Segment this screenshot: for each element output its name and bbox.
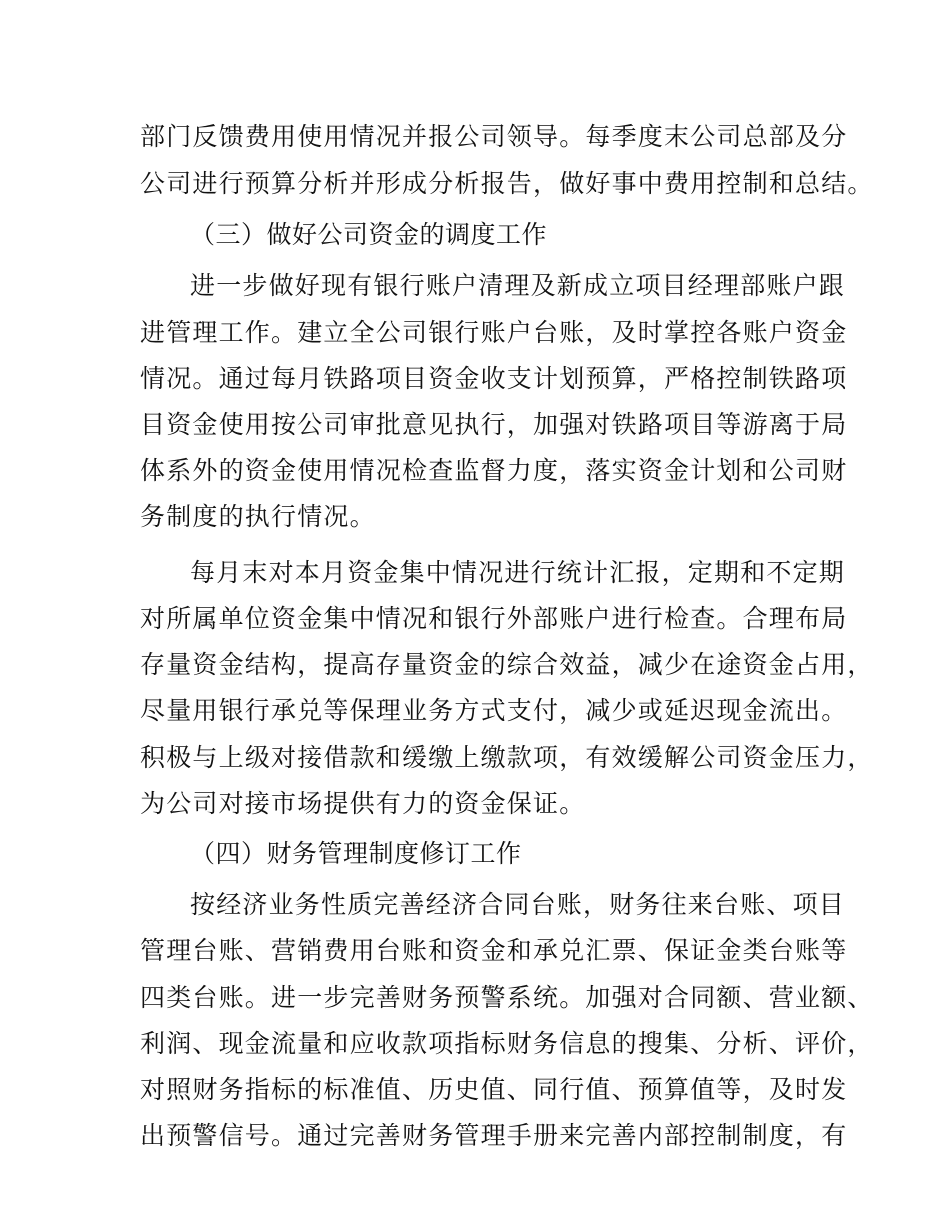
paragraph-line: 每月末对本月资金集中情况进行统计汇报，定期和不定期 [190, 558, 846, 587]
paragraph-line: 进一步做好现有银行账户清理及新成立项目经理部账户跟 [190, 271, 846, 300]
paragraph-line: 按经济业务性质完善经济合同台账，财务往来台账、项目 [190, 890, 846, 919]
paragraph-line: 情况。通过每月铁路项目资金收支计划预算，严格控制铁路项 [140, 364, 848, 393]
paragraph-line: 务制度的执行情况。 [140, 502, 376, 531]
paragraph-line: 尽量用银行承兑等保理业务方式支付，减少或延迟现金流出。 [140, 696, 848, 725]
paragraph-line: 积极与上级对接借款和缓缴上缴款项，有效缓解公司资金压力， [140, 743, 874, 772]
section-heading-4: （四）财务管理制度修订工作 [190, 839, 522, 868]
paragraph-line: 对照财务指标的标准值、历史值、同行值、预算值等，及时发 [140, 1075, 848, 1104]
paragraph-line: 利润、现金流量和应收款项指标财务信息的搜集、分析、评价， [140, 1029, 874, 1058]
paragraph-line: 管理台账、营销费用台账和资金和承兑汇票、保证金类台账等 [140, 936, 848, 965]
paragraph-line: 四类台账。进一步完善财务预警系统。加强对合同额、营业额、 [140, 983, 874, 1012]
paragraph-line: 出预警信号。通过完善财务管理手册来完善内部控制制度，有 [140, 1121, 848, 1150]
paragraph-line: 为公司对接市场提供有力的资金保证。 [140, 789, 586, 818]
section-heading-3: （三）做好公司资金的调度工作 [190, 220, 548, 249]
paragraph-line: 部门反馈费用使用情况并报公司领导。每季度末公司总部及分 [140, 122, 848, 151]
paragraph-line: 公司进行预算分析并形成分析报告，做好事中费用控制和总结。 [140, 169, 874, 198]
paragraph-line: 体系外的资金使用情况检查监督力度，落实资金计划和公司财 [140, 456, 848, 485]
paragraph-line: 存量资金结构，提高存量资金的综合效益，减少在途资金占用， [140, 650, 874, 679]
paragraph-line: 对所属单位资金集中情况和银行外部账户进行检查。合理布局 [140, 604, 848, 633]
paragraph-line: 进管理工作。建立全公司银行账户台账，及时掌控各账户资金 [140, 318, 848, 347]
paragraph-line: 目资金使用按公司审批意见执行，加强对铁路项目等游离于局 [140, 410, 848, 439]
